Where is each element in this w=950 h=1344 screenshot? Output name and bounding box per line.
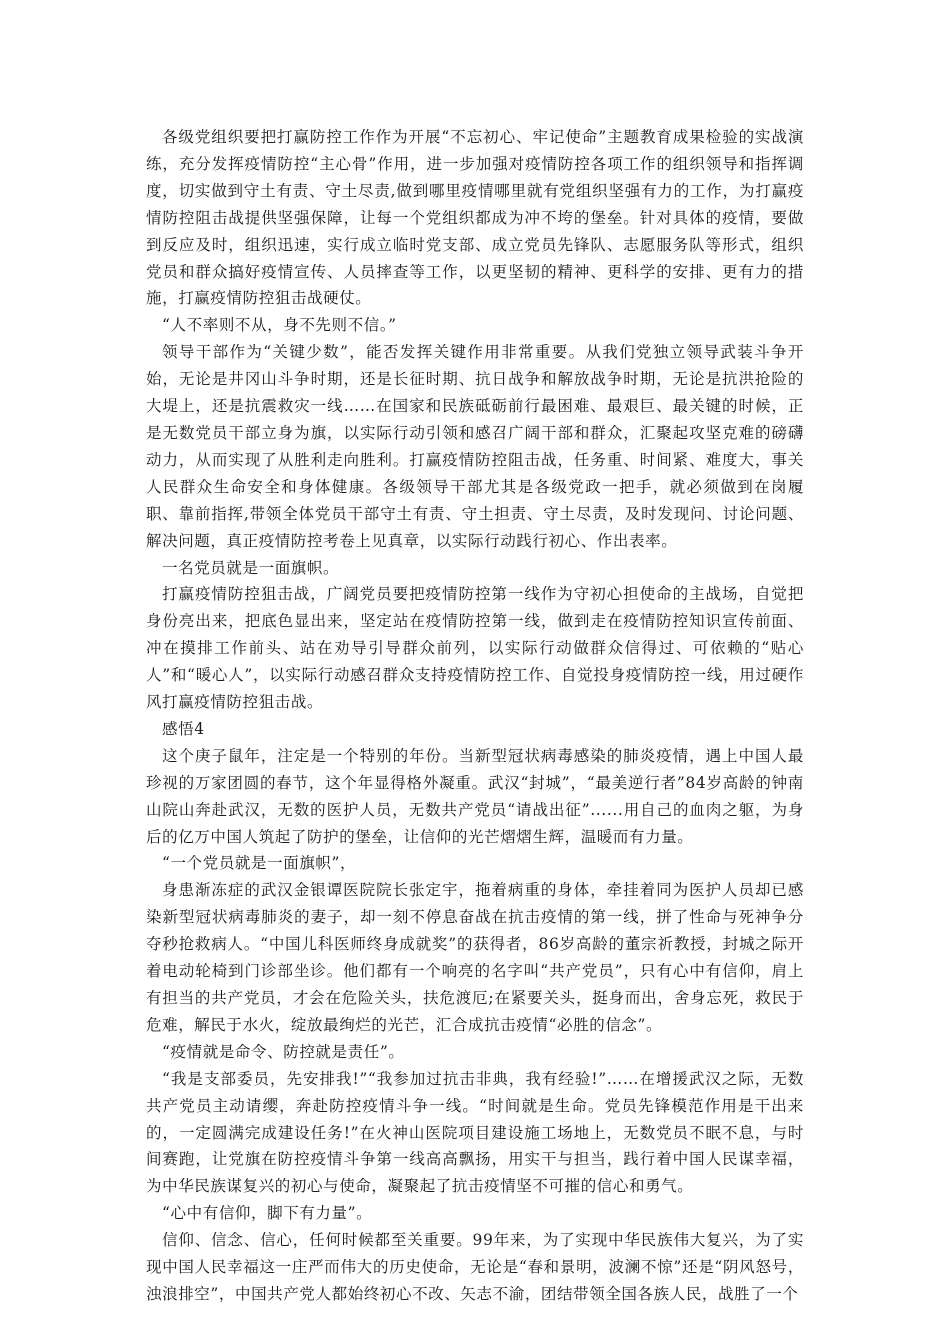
paragraph-faith-belief-confidence: 信仰、信念、信心，任何时候都至关重要。99年来，为了实现中华民族伟大复兴，为了实现中国人民幸福这一庄严而伟大的历史使命，无论是“春和景明，波澜不惊”还是“阴风怒号，浊浪排空”，中国共产党人都始终初心不改、矢志不渝，团结带领全国各族人民，战胜了一个 [146, 1231, 804, 1303]
paragraph-party-organizations: 各级党组织要把打赢防控工作作为开展“不忘初心、牢记使命”主题教育成果检验的实战演练，充分发挥疫情防控“主心骨”作用，进一步加强对疫情防控各项工作的组织领导和指挥调度，切实做到守土有责、守土尽责,做到哪里疫情哪里就有党组织坚强有力的工作，为打赢疫情防控阻击战提供坚强保障，让每一个党组织都成为冲不垮的堡垒。针对具体的疫情，要做到反应及时，组织迅速，实行成立临时党支部、成立党员先锋队、志愿服务队等形式，组织党员和群众搞好疫情宣传、人员摔查等工作，以更坚韧的精神、更科学的安排、更有力的措施，打赢疫情防控狙击战硬仗。 [146, 128, 804, 308]
quote-epidemic-is-command: “疫情就是命令、防控就是责任”。 [162, 1042, 405, 1061]
paragraph-leading-cadres: 领导干部作为“关键少数”，能否发挥关键作用非常重要。从我们党独立领导武装斗争开始，无论是井冈山斗争时期，还是长征时期、抗日战争和解放战争时期，无论是抗洪抢险的大堤上，还是抗震救灾一线……在国家和民族砥砺前行最困难、最艰巨、最关键的时候，正是无数党员干部立身为旗，以实际行动引领和感召广阔干部和群众，汇聚起攻坚克难的磅礴动力，从而实现了从胜利走向胜利。打赢疫情防控阻击战，任务重、时间紧、难度大，事关人民群众生命安全和身体健康。各级领导干部尤其是各级党政一把手，就必须做到在岗履职、靠前指挥,带领全体党员干部守土有责、守土担责、守土尽责，及时发现问、讨论问题、解决问题，真正疫情防控考卷上见真章，以实际行动践行初心、作出表率。 [146, 343, 804, 550]
quote-lead-by-example: “人不率则不从，身不先则不信。” [162, 316, 397, 335]
paragraph-gengzi-year: 这个庚子鼠年，注定是一个特别的年份。当新型冠状病毒感染的肺炎疫情，遇上中国人最珍视的万家团圆的春节，这个年显得格外凝重。武汉“封城”，“最美逆行者”84岁高龄的钟南山院山奔赴武汉，无数的医护人员，无数共产党员“请战出征”......用自己的血肉之躯，为身后的亿万中国人筑起了防护的堡垒，让信仰的光芒熠熠生辉，温暖而有力量。 [146, 746, 804, 846]
document-page [146, 124, 804, 1308]
quote-faith-strength: “心中有信仰，脚下有力量”。 [162, 1204, 373, 1223]
quote-member-flag: “一个党员就是一面旗帜”， [162, 854, 357, 873]
paragraph-volunteers-huoshenshan: “我是支部委员，先安排我!”“我参加过抗击非典，我有经验!”……在增援武汉之际，无数共产党员主动请缨，奔赴防控疫情斗争一线。“时间就是生命。党员先锋模范作用是干出来的，一定圆满完成建设任务!”在火神山医院项目建设施工场地上，无数党员不眠不息，与时间赛跑，让党旗在防控疫情斗争第一线高高飘扬，用实干与担当，践行着中国人民谋幸福，为中华民族谋复兴的初心与使命，凝聚起了抗击疫情坚不可摧的信心和勇气。 [146, 1069, 804, 1196]
paragraph-party-members-frontline: 打赢疫情防控狙击战，广阔党员要把疫情防控第一线作为守初心担使命的主战场，自觉把身份亮出来，把底色显出来，坚定站在疫情防控第一线，做到走在疫情防控知识宣传前面、冲在摸排工作前头、站在劝导引导群众前列，以实际行动做群众信得过、可依赖的“贴心人”和“暖心人”，以实际行动感召群众支持疫情防控工作、自觉投身疫情防控一线，用过硬作风打赢疫情防控狙击战。 [146, 585, 804, 712]
heading-one-member-one-flag: 一名党员就是一面旗帜。 [162, 558, 340, 577]
section-heading-reflection-4: 感悟4 [162, 719, 205, 738]
paragraph-zhang-dingyu: 身患渐冻症的武汉金银谭医院院长张定宇，拖着病重的身体，牵挂着同为医护人员却已感染新型冠状病毒肺炎的妻子，却一刻不停息奋战在抗击疫情的第一线，拼了性命与死神争分夺秒抢救病人。“中国儿科医师终身成就奖”的获得者，86岁高龄的董宗祈教授，封城之际开着电动轮椅到门诊部坐诊。他们都有一个响亮的名字叫“共产党员”，只有心中有信仰，肩上有担当的共产党员，才会在危险关头，扶危渡厄;在紧要关头，挺身而出，舍身忘死，救民于危难，解民于水火，绽放最绚烂的光芒，汇合成抗击疫情“必胜的信念”。 [146, 881, 804, 1034]
